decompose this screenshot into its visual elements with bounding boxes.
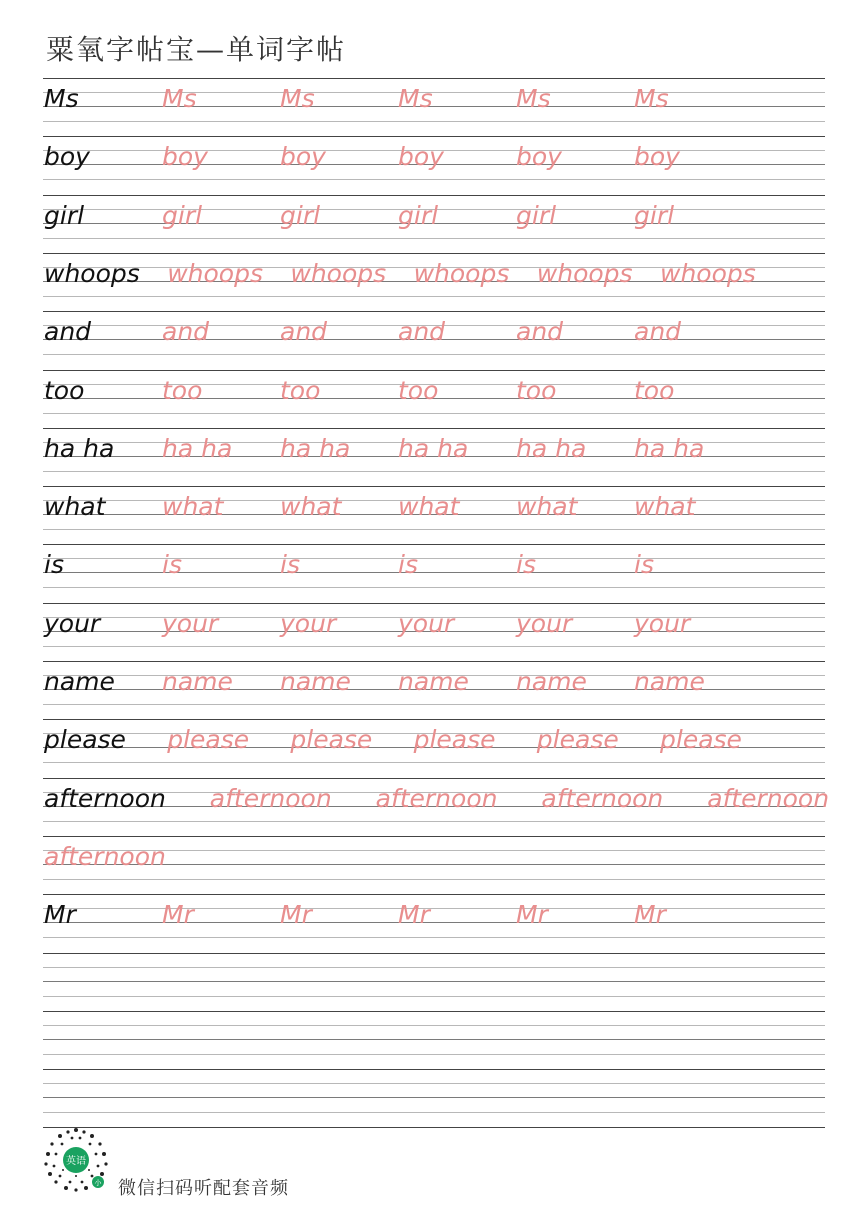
row-rule-bottom: [43, 121, 825, 122]
trace-word: name: [162, 667, 233, 696]
row-rule-bottom: [43, 937, 825, 938]
row-rule-top: [43, 428, 825, 429]
footer-text: 微信扫码听配套音频: [118, 1178, 289, 1199]
trace-word: and: [516, 317, 564, 347]
trace-word: boy: [634, 142, 680, 172]
trace-word: name: [280, 667, 351, 696]
trace-word: girl: [516, 200, 557, 230]
row-rule-bottom: [43, 996, 825, 997]
model-word: is: [44, 550, 64, 580]
trace-word: your: [398, 608, 455, 638]
trace-word: afternoon: [375, 783, 498, 813]
trace-word: and: [162, 317, 210, 347]
row-rule-mid-upper: [43, 908, 825, 909]
trace-word: too: [280, 375, 321, 405]
trace-word: is: [516, 550, 536, 580]
row-rule-baseline: [43, 922, 825, 923]
trace-word: Mr: [398, 900, 430, 930]
trace-word: Ms: [634, 84, 669, 113]
trace-word: whoops: [536, 258, 633, 288]
row-rule-bottom: [43, 471, 825, 472]
trace-word: please: [290, 725, 373, 755]
trace-word: afternoon: [541, 783, 664, 813]
model-word: afternoon: [44, 783, 166, 813]
trace-word: afternoon: [707, 783, 830, 813]
row-rule-bottom: [43, 529, 825, 530]
row-rule-top: [43, 778, 825, 779]
row-rule-bottom: [43, 179, 825, 180]
trace-word: Mr: [162, 900, 194, 930]
model-word: what: [44, 492, 106, 522]
trace-word: please: [660, 725, 742, 755]
row-rule-top: [43, 311, 825, 312]
row-rule-mid-upper: [43, 558, 825, 559]
row-rule-top: [43, 719, 825, 720]
trace-word: afternoon: [44, 841, 166, 871]
trace-word: whoops: [290, 258, 387, 288]
trace-word: whoops: [167, 258, 263, 288]
row-rule-baseline: [43, 981, 825, 982]
trace-word: afternoon: [209, 783, 332, 813]
trace-word: too: [162, 375, 203, 405]
row-rule-top: [43, 894, 825, 895]
trace-word: ha ha: [398, 433, 469, 463]
trace-word: what: [280, 492, 342, 522]
row-rule-mid-upper: [43, 92, 825, 93]
trace-word: your: [634, 608, 691, 638]
trace-word: ha ha: [516, 433, 587, 463]
trace-word: and: [398, 317, 446, 347]
model-word: and: [44, 317, 92, 347]
trace-word: your: [516, 608, 573, 638]
row-rule-bottom: [43, 821, 825, 822]
trace-word: is: [634, 550, 654, 580]
trace-word: is: [398, 550, 418, 580]
trace-word: too: [634, 375, 675, 405]
trace-word: Mr: [516, 900, 548, 930]
trace-word: please: [413, 725, 496, 755]
row-rule-top: [43, 78, 825, 79]
trace-word: and: [280, 317, 328, 347]
trace-word: what: [162, 492, 224, 522]
row-rule-baseline: [43, 1039, 825, 1040]
trace-word: Mr: [634, 900, 666, 930]
model-word: whoops: [44, 258, 140, 288]
row-rule-top: [43, 953, 825, 954]
row-rule-top: [43, 836, 825, 837]
row-rule-top: [43, 253, 825, 254]
row-rule-top: [43, 603, 825, 604]
model-word: ha ha: [44, 433, 115, 463]
row-rule-bottom: [43, 1112, 825, 1113]
page-title: 粟氧字帖宝—单词字帖: [46, 33, 347, 66]
trace-word: and: [634, 317, 682, 347]
trace-word: boy: [280, 142, 326, 172]
row-rule-bottom: [43, 879, 825, 880]
trace-word: ha ha: [162, 433, 233, 463]
trace-word: name: [398, 667, 469, 696]
model-word: Ms: [44, 84, 79, 113]
trace-word: your: [280, 608, 337, 638]
trace-word: Ms: [516, 84, 551, 113]
row-rule-baseline: [43, 1097, 825, 1098]
trace-word: please: [536, 725, 619, 755]
row-rule-bottom: [43, 587, 825, 588]
row-rule-top: [43, 136, 825, 137]
row-rule-top: [43, 370, 825, 371]
trace-word: Ms: [398, 84, 433, 113]
trace-word: whoops: [660, 258, 756, 288]
trace-word: boy: [516, 142, 562, 172]
row-rule-mid-upper: [43, 1083, 825, 1084]
trace-word: name: [634, 667, 705, 696]
qr-badge-label: 英语: [66, 1156, 86, 1167]
trace-word: name: [516, 667, 587, 696]
trace-word: whoops: [413, 258, 510, 288]
model-word: too: [44, 375, 85, 405]
model-word: your: [44, 608, 101, 638]
row-rule-top: [43, 1011, 825, 1012]
row-rule-bottom: [43, 354, 825, 355]
model-word: Mr: [44, 900, 76, 930]
trace-word: please: [167, 725, 250, 755]
row-rule-top: [43, 661, 825, 662]
row-rule-top: [43, 195, 825, 196]
model-word: boy: [44, 142, 90, 172]
trace-word: Ms: [280, 84, 315, 113]
trace-word: girl: [398, 200, 439, 230]
row-rule-bottom: [43, 704, 825, 705]
trace-word: Mr: [280, 900, 312, 930]
trace-word: what: [516, 492, 578, 522]
row-rule-bottom: [43, 762, 825, 763]
row-rule-baseline: [43, 106, 825, 107]
trace-word: is: [280, 550, 300, 580]
trace-word: boy: [162, 142, 208, 172]
qr-code-icon[interactable]: [40, 1124, 112, 1196]
row-rule-bottom: [43, 296, 825, 297]
row-rule-mid-upper: [43, 1025, 825, 1026]
row-rule-mid-upper: [43, 967, 825, 968]
footer: [40, 1124, 360, 1204]
trace-word: boy: [398, 142, 444, 172]
row-rule-bottom: [43, 413, 825, 414]
trace-word: ha ha: [634, 433, 705, 463]
row-rule-top: [43, 1069, 825, 1070]
trace-word: too: [516, 375, 557, 405]
trace-word: girl: [280, 200, 321, 230]
row-rule-bottom: [43, 238, 825, 239]
trace-word: girl: [162, 200, 203, 230]
model-word: name: [44, 667, 115, 696]
trace-word: ha ha: [280, 433, 351, 463]
row-rule-bottom: [43, 646, 825, 647]
qr-small-badge-label: 小: [94, 1179, 102, 1187]
trace-word: Ms: [162, 84, 197, 113]
trace-word: too: [398, 375, 439, 405]
row-rule-top: [43, 544, 825, 545]
row-rule-baseline: [43, 572, 825, 573]
model-word: please: [44, 725, 126, 755]
trace-word: what: [634, 492, 696, 522]
row-rule-bottom: [43, 1054, 825, 1055]
row-rule-top: [43, 486, 825, 487]
model-word: girl: [44, 200, 85, 230]
trace-word: your: [162, 608, 219, 638]
trace-word: is: [162, 550, 182, 580]
trace-word: what: [398, 492, 460, 522]
trace-word: girl: [634, 200, 675, 230]
